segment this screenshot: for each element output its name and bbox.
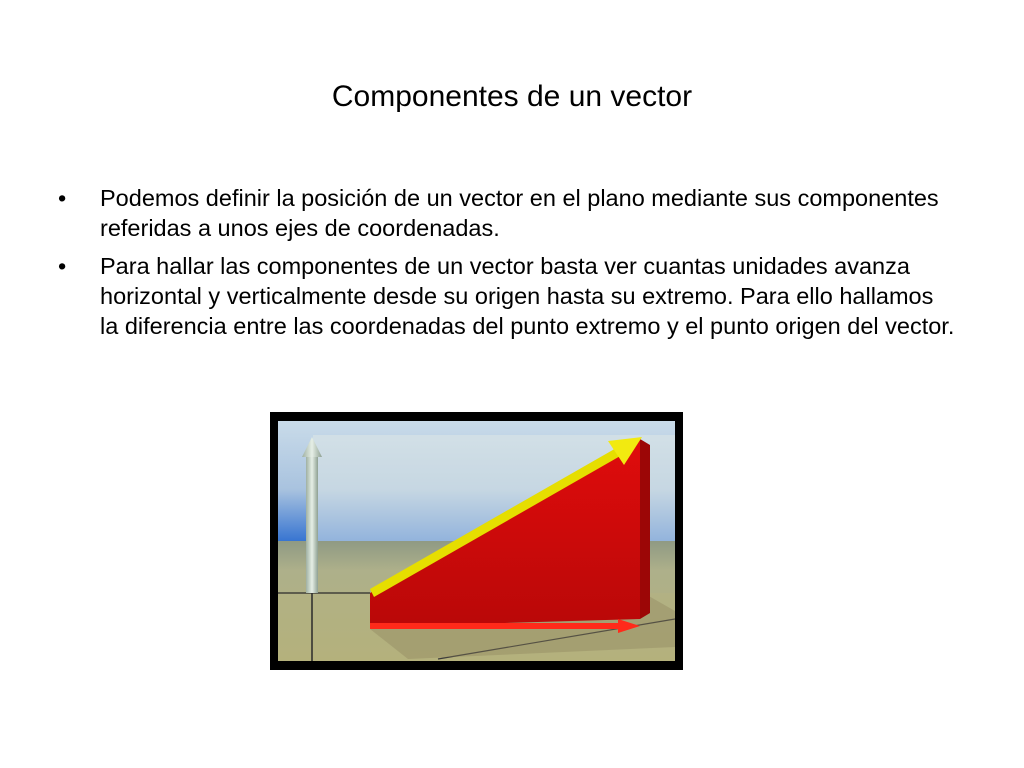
bullet-symbol: • [58,253,67,279]
bullet-item [58,251,958,341]
bullet-list [58,183,958,349]
triangle-edge [640,439,650,619]
slide-title: Componentes de un vector [331,80,693,113]
bullet-text: Podemos definir la posición de un vector en el plano mediante sus componentes referidas a unos ejes de coordenadas. [100,185,939,241]
vertical-axis-shaft [306,455,318,593]
bullet-item [58,183,958,243]
bullet-text: Para hallar las componentes de un vector basta ver cuantas unidades avanza horizontal y verticalmente desde su origen hasta su extremo. Para ello hallamos la diferencia entre las coordenadas del punto extremo y el punto origen del vector. [100,253,955,339]
horizontal-component-shaft [370,623,620,629]
vector-components-figure [270,412,683,670]
bullet-symbol: • [58,185,67,211]
vector-illustration [278,421,675,661]
